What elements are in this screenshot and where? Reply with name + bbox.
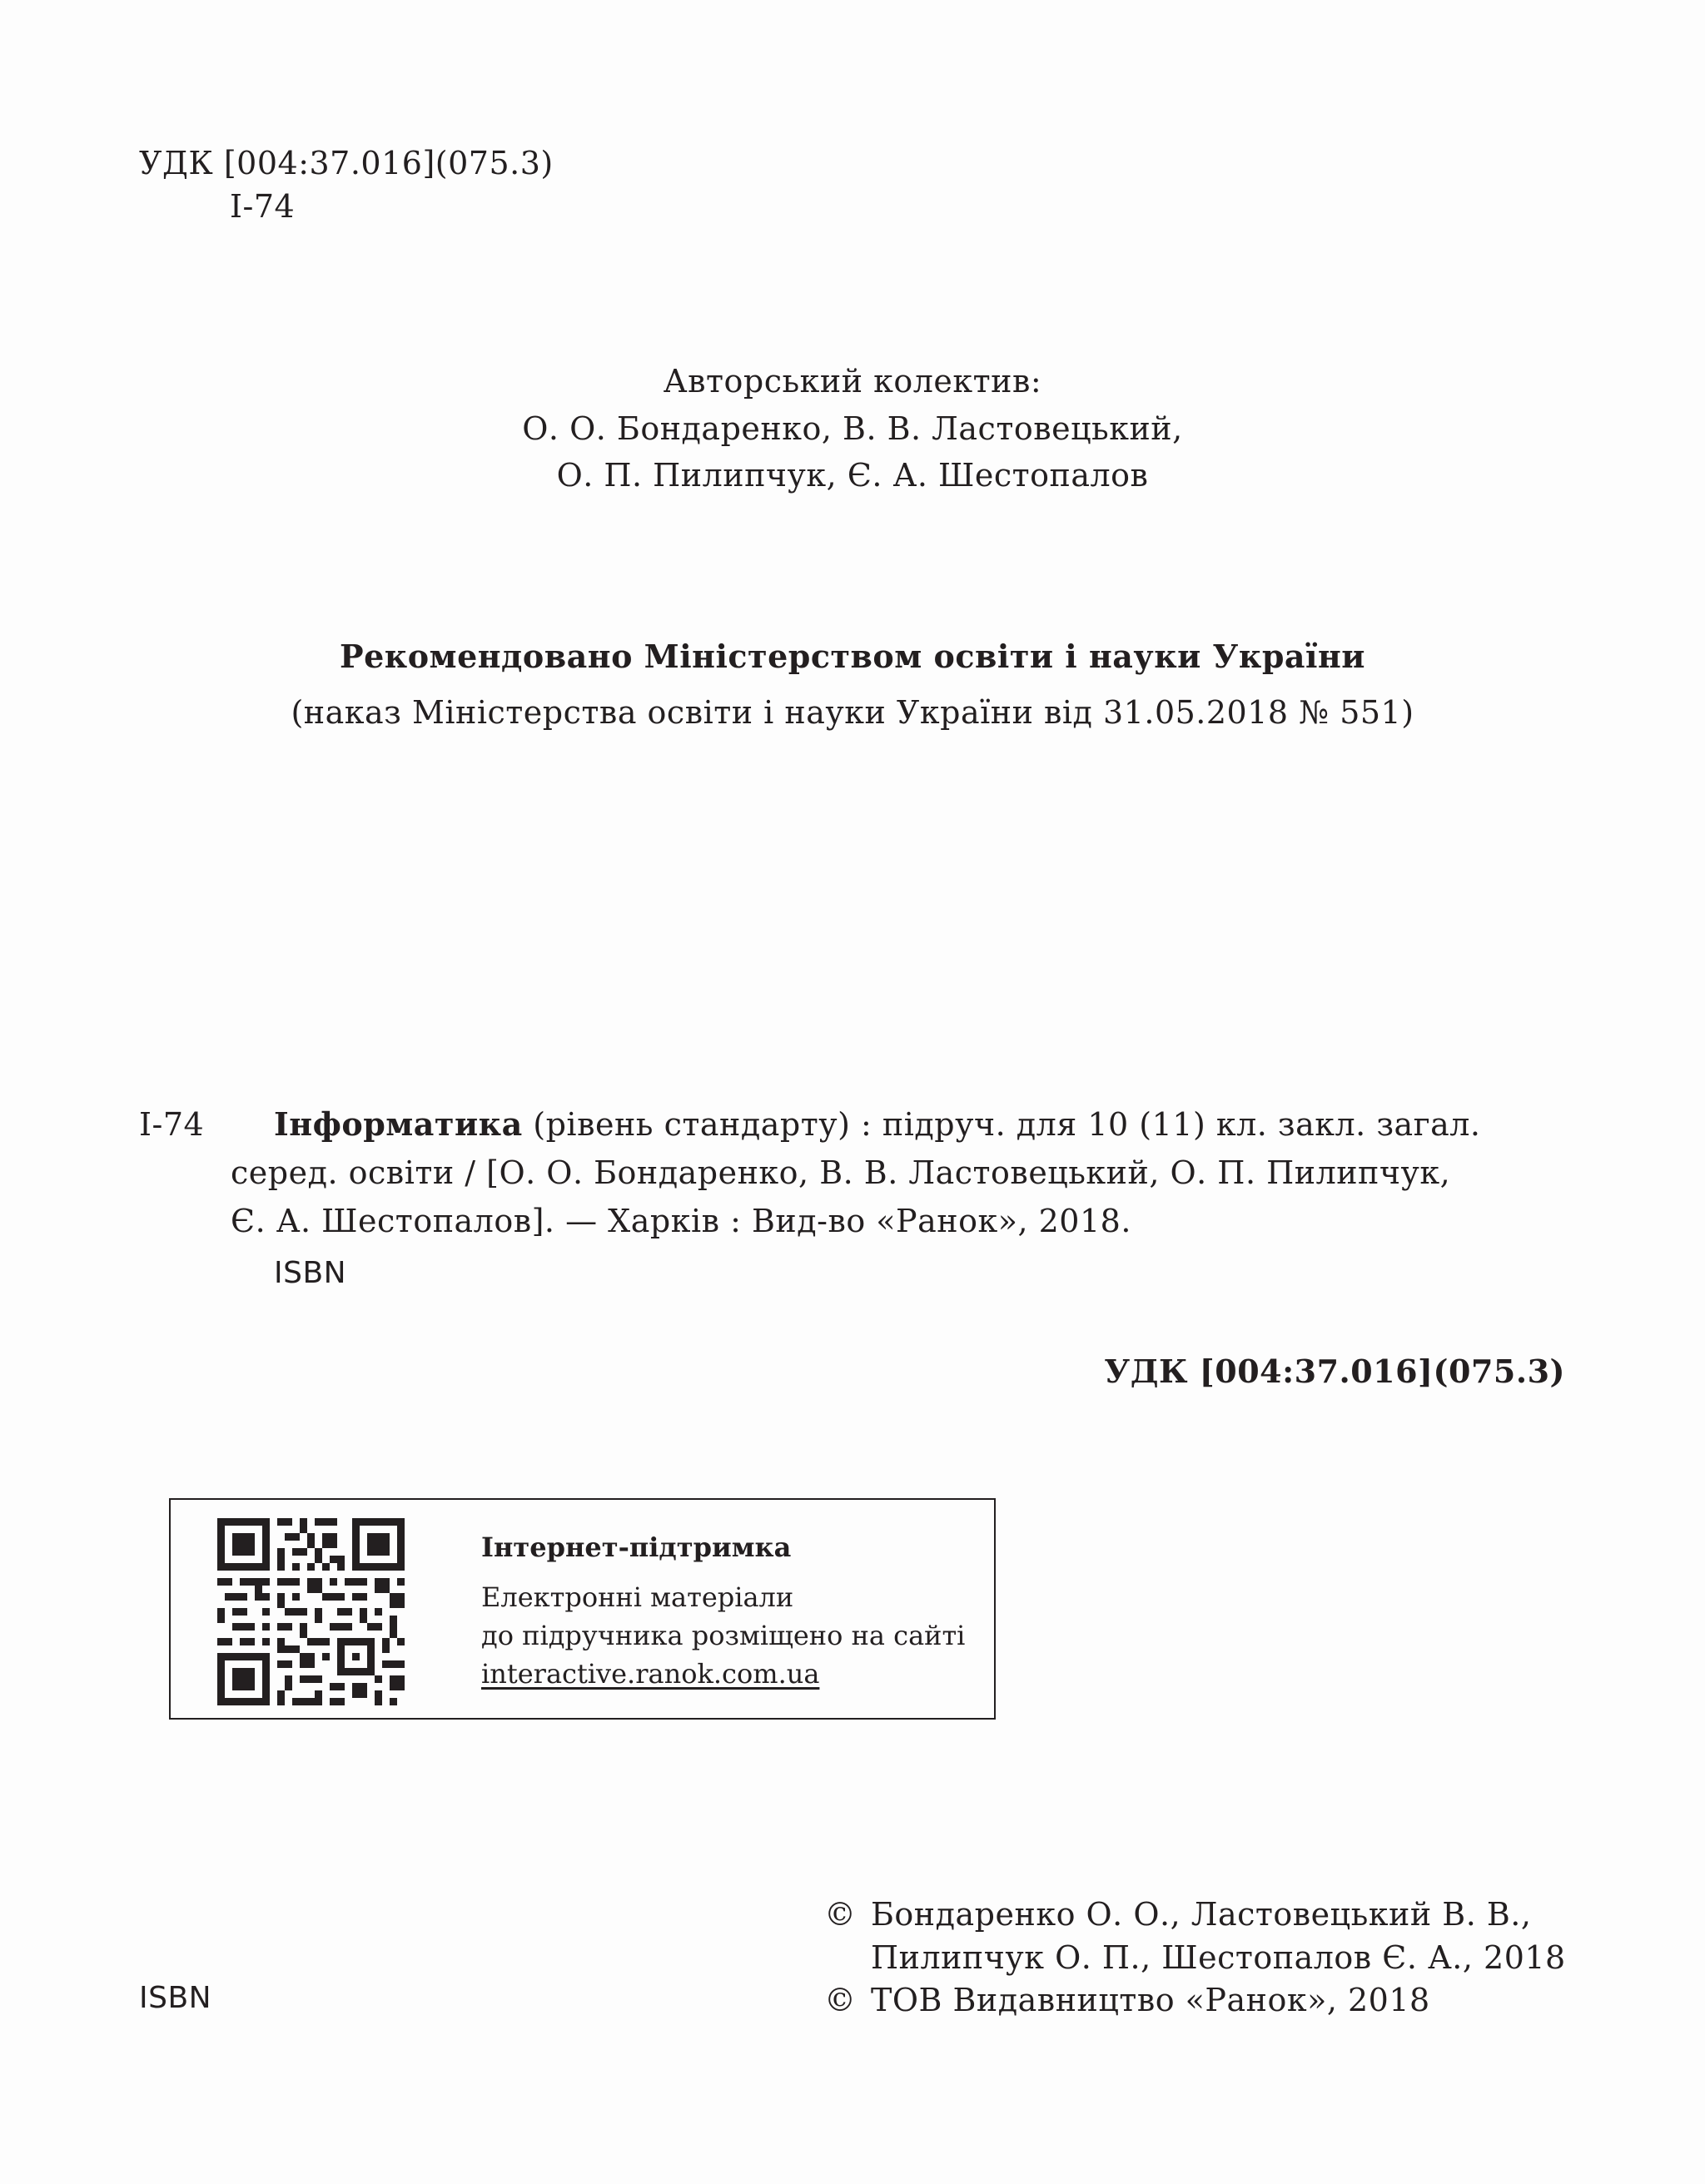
recommendation-line-1: Рекомендовано Міністерством освіти і науки України: [340, 638, 1365, 675]
recommendation-line-2: (наказ Міністерства освіти і науки України від 31.05.2018 № 551): [291, 694, 1414, 731]
qr-code-icon[interactable]: [217, 1518, 405, 1705]
support-website-link[interactable]: interactive.ranok.com.ua: [481, 1658, 820, 1690]
internet-support-title: Інтернет-підтримка: [481, 1531, 792, 1563]
catalog-line-1-rest: (рівень стандарту) : підруч. для 10 (11) кл. закл. загал.: [522, 1106, 1481, 1143]
internet-support-line-2: до підручника розміщено на сайті: [481, 1620, 966, 1651]
copyright-authors-line-1: Бондаренко О. О., Ластовецький В. В.,: [871, 1896, 1532, 1933]
catalog-code-header: І-74: [230, 188, 296, 225]
udk-header: УДК [004:37.016](075.3): [139, 145, 554, 181]
copyright-publisher: ТОВ Видавництво «Ранок», 2018: [871, 1982, 1430, 2018]
catalog-code: І-74: [139, 1106, 205, 1143]
authors-line-1: О. О. Бондаренко, В. В. Ластовецький,: [522, 410, 1183, 447]
copyright-symbol-2: ©: [824, 1982, 857, 2018]
authors-line-2: О. П. Пилипчук, Є. А. Шестопалов: [556, 457, 1149, 494]
copyright-authors-line-2: Пилипчук О. П., Шестопалов Є. А., 2018: [871, 1939, 1566, 1976]
book-title: Інформатика: [274, 1105, 523, 1143]
catalog-udk: УДК [004:37.016](075.3): [1104, 1353, 1565, 1390]
catalog-isbn: ISBN: [274, 1256, 347, 1290]
internet-support-line-1: Електронні матеріали: [481, 1581, 794, 1613]
copyright-symbol-1: ©: [824, 1896, 857, 1933]
catalog-line-1: [274, 1104, 1480, 1145]
authors-title: Авторський колектив:: [663, 363, 1042, 400]
footer-isbn: ISBN: [139, 1981, 212, 2015]
catalog-line-3: Є. А. Шестопалов]. — Харків : Вид-во «Ранок», 2018.: [231, 1203, 1131, 1239]
internet-support-box: [169, 1498, 996, 1720]
catalog-line-2: серед. освіти / [О. О. Бондаренко, В. В. Ластовецький, О. П. Пилипчук,: [231, 1154, 1451, 1191]
